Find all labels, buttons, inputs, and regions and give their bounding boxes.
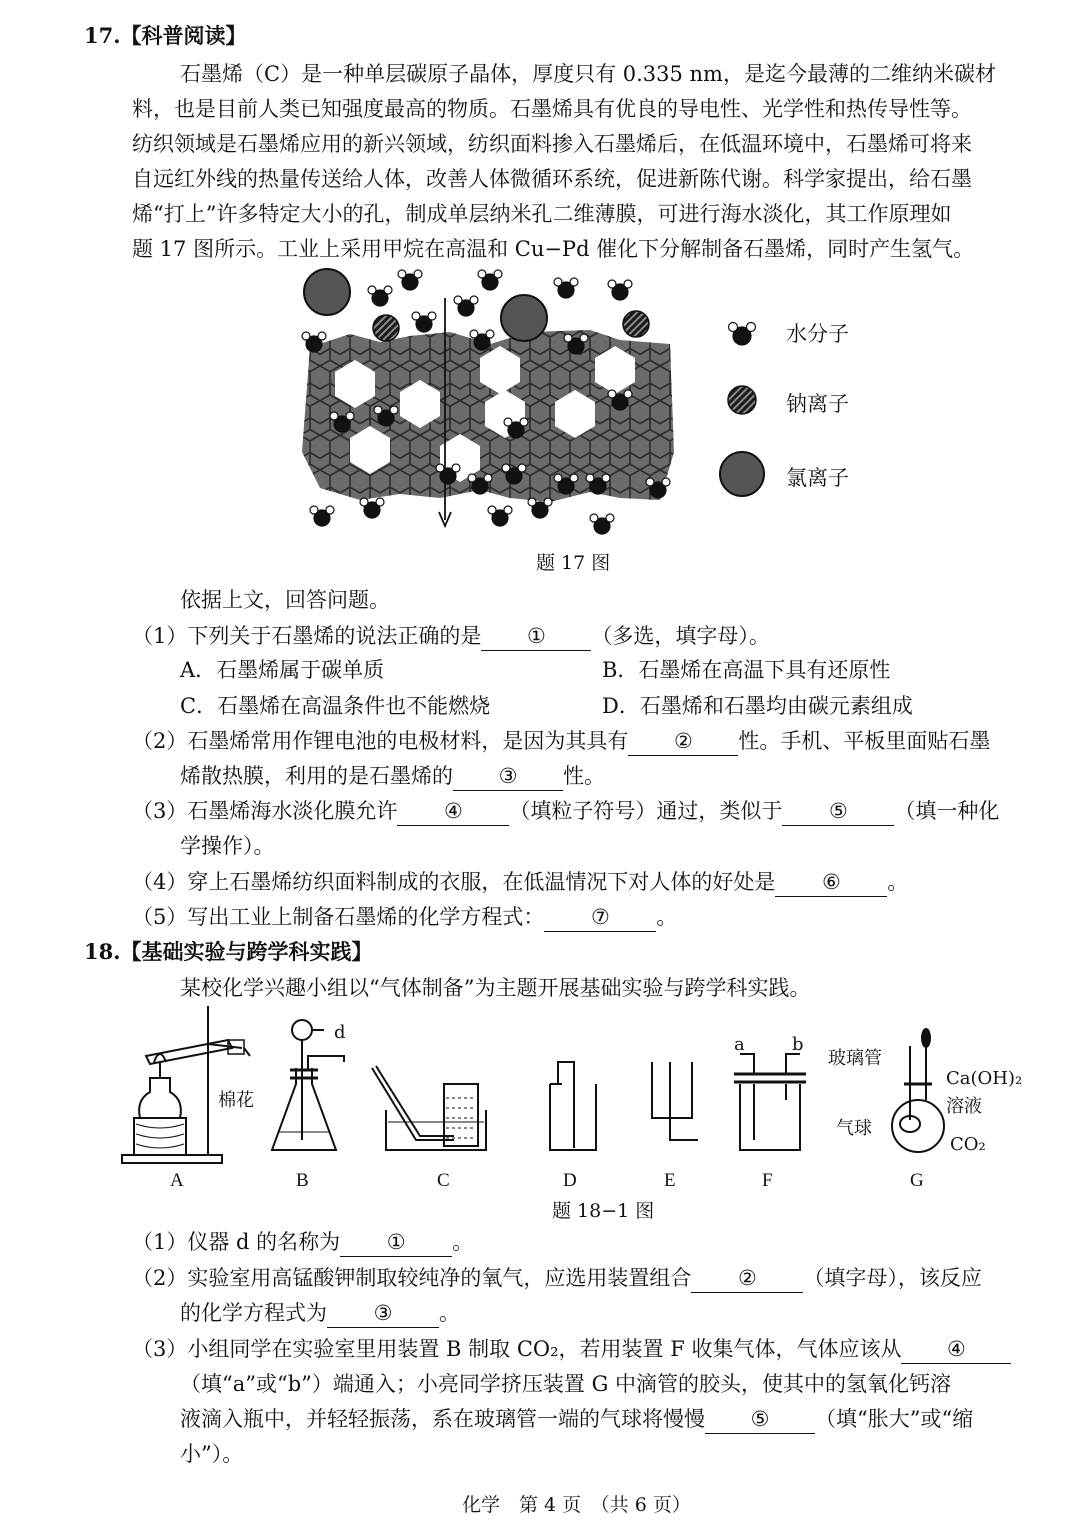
q17-5: （5）写出工业上制备石墨烯的化学方程式： ⑦ 。 [132,899,677,935]
q17-3: （3）石墨烯海水淡化膜允许 ④ （填粒子符号）通过，类似于 ⑤ （填一种化 [132,793,999,829]
q18-2-line2: 的化学方程式为 ③ 。 [180,1295,460,1331]
q17-para-line: 料，也是目前人类已知强度最高的物质。石墨烯具有优良的导电性、光学性和热传导性等。 [132,97,972,121]
q18-3-line4: 小”）。 [180,1442,244,1466]
answer-blank[interactable]: ⑤ [705,1405,815,1434]
label-d: d [334,1022,346,1043]
option-a: A．石墨烯属于碳单质 [180,658,385,682]
page-footer: 化学 第 4 页 （共 6 页） [462,1494,691,1516]
answer-blank[interactable]: ④ [901,1335,1011,1364]
label-cotton: 棉花 [218,1090,254,1111]
q17-para-line: 题 17 图所示。工业上采用甲烷在高温和 Cu−Pd 催化下分解制备石墨烯，同时产生氢气。 [132,237,975,261]
answer-blank[interactable]: ⑦ [544,903,656,932]
option-d: D．石墨烯和石墨均由碳元素组成 [602,694,913,718]
apparatus-label: E [664,1170,676,1191]
q17-1: （1）下列关于石墨烯的说法正确的是 ① （多选，填字母）。 [132,618,770,654]
q17-para-line: 石墨烯（C）是一种单层碳原子晶体，厚度只有 0.335 nm，是迄今最薄的二维纳米碳材 [180,62,996,86]
q18-3-line2: （填“a”或“b”）端通入；小亮同学挤压装置 G 中滴管的胶头，使其中的氢氧化钙溶 [180,1372,952,1396]
q17-intro: 依据上文，回答问题。 [180,588,390,612]
legend-chloride: 氯离子 [786,466,849,490]
answer-blank[interactable]: ③ [453,762,563,791]
q18-intro: 某校化学兴趣小组以“气体制备”为主题开展基础实验与跨学科实践。 [180,976,811,1000]
label-glass-tube: 玻璃管 [828,1048,882,1069]
q17-2-line2: 烯散热膜，利用的是石墨烯的 ③ 性。 [180,758,605,794]
option-c: C．石墨烯在高温条件也不能燃烧 [180,694,491,718]
q18-3: （3）小组同学在实验室里用装置 B 制取 CO₂，若用装置 F 收集气体，气体应该从 ④ [132,1331,1011,1367]
answer-blank[interactable]: ① [340,1228,452,1257]
apparatus-label: F [762,1170,773,1191]
q17-2: （2）石墨烯常用作锂电池的电极材料，是因为其具有 ② 性。手机、平板里面贴石墨 [132,723,990,759]
answer-blank[interactable]: ④ [397,797,509,826]
graphene-membrane-figure [290,262,690,544]
apparatus-figure [110,1000,990,1170]
q17-para-line: 纺织领域是石墨烯应用的新兴领域，纺织面料掺入石墨烯后，在低温环境中，石墨烯可将来 [132,132,972,156]
label-solution: 溶液 [946,1096,982,1117]
option-b: B．石墨烯在高温下具有还原性 [602,658,891,682]
answer-blank[interactable]: ③ [327,1299,439,1328]
answer-blank[interactable]: ② [691,1264,803,1293]
q18-2: （2）实验室用高锰酸钾制取较纯净的氧气，应选用装置组合 ② （填字母），该反应 [132,1260,982,1296]
apparatus-label: D [563,1170,577,1191]
legend-icons [718,310,768,500]
answer-blank[interactable]: ② [628,727,738,756]
apparatus-label: A [170,1170,184,1191]
label-b: b [792,1034,804,1055]
label-limewater: Ca(OH)₂ [946,1068,1023,1089]
q17-heading: 17.【科普阅读】 [84,23,247,48]
q17-para-line: 自远红外线的热量传送给人体，改善人体微循环系统，促进新陈代谢。科学家提出，给石墨 [132,167,972,191]
apparatus-label: G [910,1170,924,1191]
q17-3-line2: 学操作）。 [180,834,275,858]
label-balloon: 气球 [836,1118,872,1139]
q18-1: （1）仪器 d 的名称为 ① 。 [132,1224,473,1260]
answer-blank[interactable]: ⑤ [782,797,894,826]
q18-3-line3: 液滴入瓶中，并轻轻振荡，系在玻璃管一端的气球将慢慢 ⑤ （填“胀大”或“缩 [180,1401,973,1437]
apparatus-label: B [296,1170,309,1191]
q18-heading: 18.【基础实验与跨学科实践】 [84,939,373,964]
legend-water: 水分子 [786,322,849,346]
fig17-caption: 题 17 图 [536,552,611,574]
apparatus-label: C [437,1170,450,1191]
label-a: a [734,1034,745,1055]
q17-para-line: 烯“打上”许多特定大小的孔，制成单层纳米孔二维薄膜，可进行海水淡化，其工作原理如 [132,202,952,226]
label-co2: CO₂ [950,1134,986,1155]
answer-blank[interactable]: ⑥ [775,868,887,897]
q17-4: （4）穿上石墨烯纺织面料制成的衣服，在低温情况下对人体的好处是 ⑥ 。 [132,864,908,900]
fig18-caption: 题 18−1 图 [552,1200,655,1222]
legend-sodium: 钠离子 [786,392,849,416]
answer-blank[interactable]: ① [481,622,591,651]
